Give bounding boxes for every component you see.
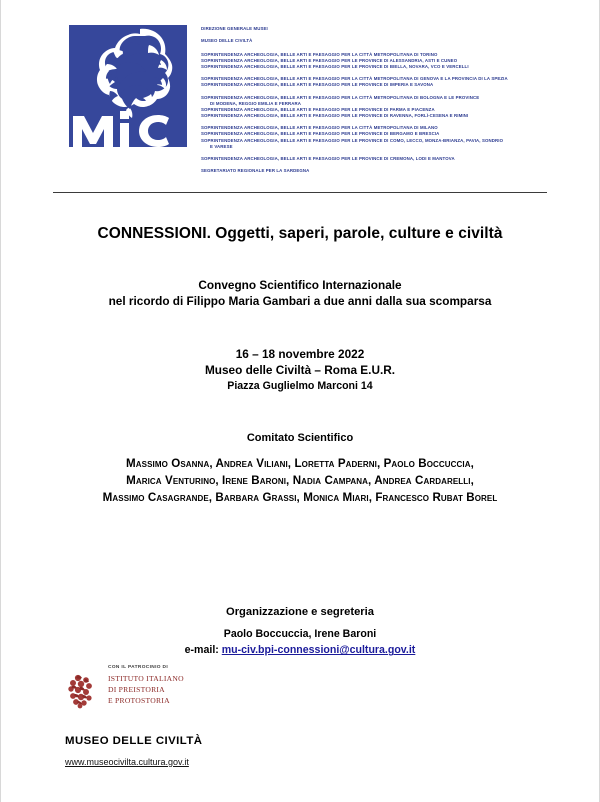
event-date: 16 – 18 novembre 2022 bbox=[235, 346, 365, 361]
organization-section bbox=[51, 606, 549, 659]
subtitle-block bbox=[51, 277, 549, 310]
page-title: CONNESSIONI. Oggetti, saperi, parole, culture e civiltà bbox=[97, 225, 503, 243]
event-address: Piazza Guglielmo Marconi 14 bbox=[227, 380, 373, 393]
authority-group-cremona bbox=[201, 156, 549, 162]
subtitle-line-1: Convegno Scientifico Internazionale bbox=[198, 278, 402, 293]
patronage-block bbox=[65, 664, 184, 710]
email-label: e-mail: bbox=[184, 644, 219, 657]
main-content bbox=[1, 225, 599, 659]
footer bbox=[65, 735, 202, 770]
letterhead bbox=[1, 0, 599, 174]
authority-line: SOPRINTENDENZA ARCHEOLOGIA, BELLE ARTI E PAESAGGIO PER LA CITTÀ METROPOLITANA DI BOLOGNA E LE PROVINCE bbox=[201, 94, 480, 100]
authority-line: DI MODENA, REGGIO EMILIA E FERRARA bbox=[210, 100, 302, 106]
committee-members-line: Massimo Osanna, Andrea Viliani, Loretta Paderni, Paolo Boccuccia, bbox=[126, 457, 474, 471]
authority-line: SEGRETARIATO REGIONALE PER LA SARDEGNA bbox=[201, 168, 310, 173]
authority-line: SOPRINTENDENZA ARCHEOLOGIA, BELLE ARTI E PAESAGGIO PER LA CITTÀ METROPOLITANA DI MILANO bbox=[201, 125, 438, 131]
organization-contacts: Paolo Boccuccia, Irene Baroni bbox=[223, 627, 377, 640]
authority-heading-direzione: DIREZIONE GENERALE MUSEI bbox=[201, 26, 268, 31]
committee-members-line: Marica Venturino, Irene Baroni, Nadia Campana, Andrea Cardarelli, bbox=[126, 474, 474, 488]
institute-line-2: DI PREISTORIA bbox=[108, 684, 165, 694]
header-divider bbox=[53, 192, 547, 193]
mic-wordmark bbox=[70, 106, 182, 148]
organization-heading: Organizzazione e segreteria bbox=[226, 605, 374, 618]
event-details bbox=[51, 346, 549, 395]
patronage-label: CON IL PATROCINIO DI bbox=[108, 665, 169, 670]
authority-heading-museo: MUSEO DELLE CIVILTÀ bbox=[201, 37, 253, 43]
authority-line: SOPRINTENDENZA ARCHEOLOGIA, BELLE ARTI E PAESAGGIO PER LE PROVINCE DI CREMONA, LODI E MANTOVA bbox=[201, 155, 455, 161]
authority-line: SOPRINTENDENZA ARCHEOLOGIA, BELLE ARTI E PAESAGGIO PER LA CITTÀ METROPOLITANA DI GENOVA E LA PROVINCIA DI LA SPEZIA bbox=[201, 76, 508, 82]
patronage-text bbox=[108, 664, 184, 706]
authority-group-lombardia bbox=[201, 125, 549, 150]
email-link[interactable]: mu-civ.bpi-connessioni@cultura.gov.it bbox=[221, 644, 416, 657]
scientific-committee bbox=[51, 432, 549, 507]
authority-line: E VARESE bbox=[210, 143, 233, 149]
iipp-emblem-icon bbox=[65, 672, 101, 710]
authority-line: SOPRINTENDENZA ARCHEOLOGIA, BELLE ARTI E PAESAGGIO PER LA CITTÀ METROPOLITANA DI TORINO bbox=[201, 51, 438, 57]
authority-group-sardegna bbox=[201, 168, 549, 174]
authority-line: SOPRINTENDENZA ARCHEOLOGIA, BELLE ARTI E PAESAGGIO PER LE PROVINCE DI ALESSANDRIA, ASTI E CUNEO bbox=[201, 57, 458, 63]
authority-line: SOPRINTENDENZA ARCHEOLOGIA, BELLE ARTI E PAESAGGIO PER LE PROVINCE DI RAVENNA, FORLÌ-CESENA E RIMINI bbox=[201, 113, 469, 119]
committee-members-line: Massimo Casagrande, Barbara Grassi, Monica Miari, Francesco Rubat Borel bbox=[102, 491, 498, 505]
event-venue: Museo delle Civiltà – Roma E.U.R. bbox=[204, 363, 396, 378]
authority-line: SOPRINTENDENZA ARCHEOLOGIA, BELLE ARTI E PAESAGGIO PER LE PROVINCE DI BIELLA, NOVARA, VCO E VERCELLI bbox=[201, 64, 469, 70]
mic-logo bbox=[69, 25, 187, 147]
footer-website-link[interactable]: www.museocivilta.cultura.gov.it bbox=[65, 757, 189, 767]
authority-line: SOPRINTENDENZA ARCHEOLOGIA, BELLE ARTI E PAESAGGIO PER LE PROVINCE DI COMO, LECCO, MONZA-BRIANZA, PAVIA, SONDRIO bbox=[201, 137, 504, 143]
subtitle-line-2: nel ricordo di Filippo Maria Gambari a due anni dalla sua scomparsa bbox=[108, 294, 492, 309]
authorities-list bbox=[201, 25, 549, 174]
footer-organization: MUSEO DELLE CIVILTÀ bbox=[65, 735, 203, 747]
authority-line: SOPRINTENDENZA ARCHEOLOGIA, BELLE ARTI E PAESAGGIO PER LE PROVINCE DI BERGAMO E BRESCIA bbox=[201, 131, 440, 137]
institute-line-1: ISTITUTO ITALIANO bbox=[108, 674, 184, 683]
organization-email-row bbox=[51, 643, 549, 658]
authority-group-liguria bbox=[201, 76, 549, 88]
authority-line: SOPRINTENDENZA ARCHEOLOGIA, BELLE ARTI E PAESAGGIO PER LE PROVINCE DI PARMA E PIACENZA bbox=[201, 106, 435, 112]
institute-line-3: E PROTOSTORIA bbox=[108, 695, 170, 705]
authority-group-piemonte bbox=[201, 52, 549, 70]
authority-line: SOPRINTENDENZA ARCHEOLOGIA, BELLE ARTI E PAESAGGIO PER LE PROVINCE DI IMPERIA E SAVONA bbox=[201, 82, 434, 88]
authority-group-emilia bbox=[201, 95, 549, 120]
committee-heading: Comitato Scientifico bbox=[246, 432, 354, 445]
